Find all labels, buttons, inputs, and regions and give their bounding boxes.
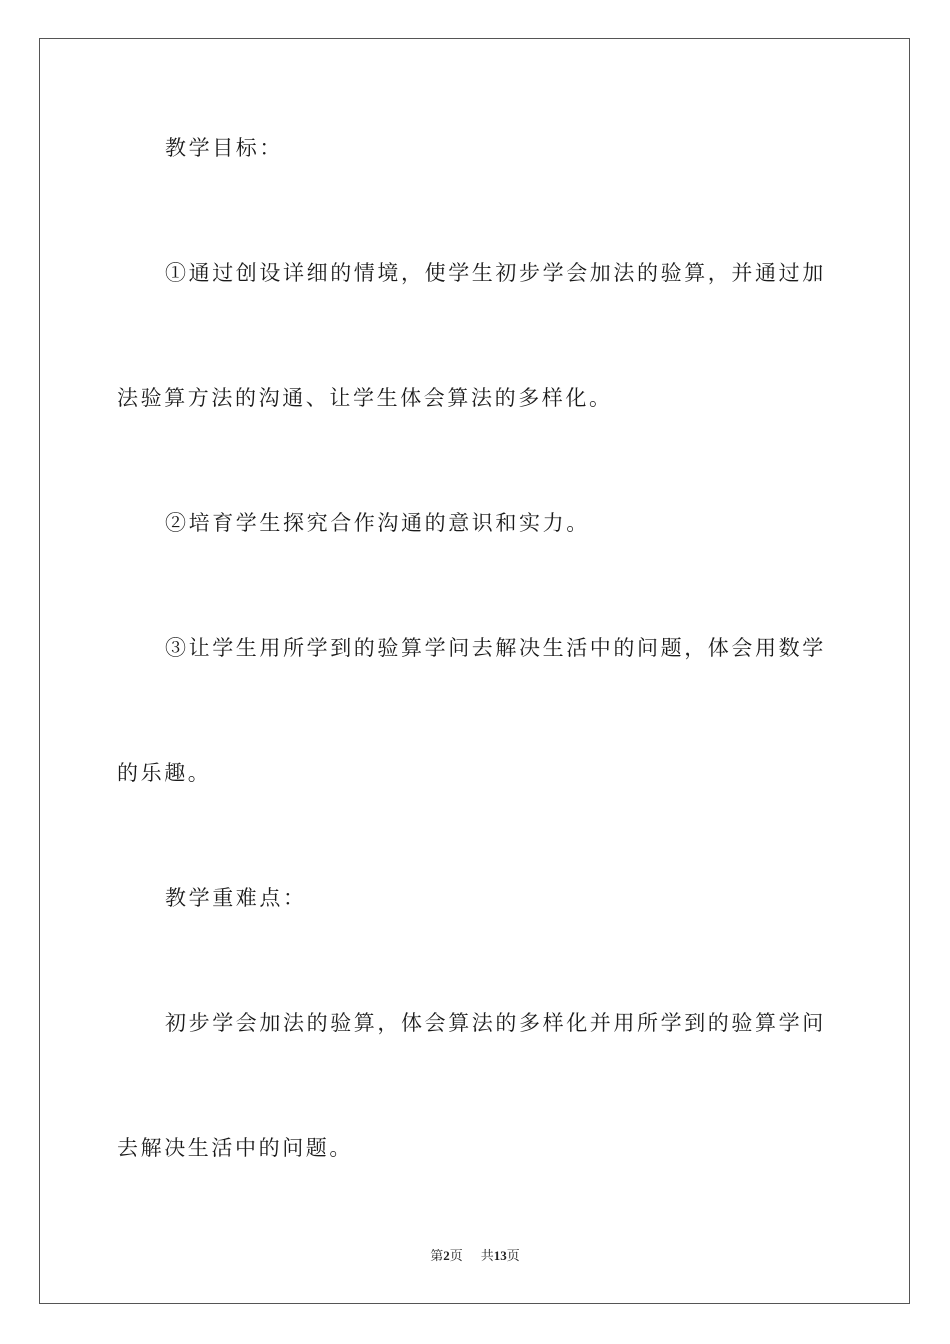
heading-key-difficulties: 教学重难点： <box>165 886 307 910</box>
page-prefix: 第 <box>430 1248 444 1263</box>
total-suffix: 页 <box>506 1248 520 1263</box>
heading-teaching-goals: 教学目标： <box>165 136 283 160</box>
page-footer <box>0 1247 950 1265</box>
page-total: 13 <box>493 1248 507 1263</box>
page-current: 2 <box>443 1248 450 1263</box>
paragraph-line: 去解决生活中的问题。 <box>117 1136 353 1160</box>
paragraph-line: 法验算方法的沟通、让学生体会算法的多样化。 <box>117 386 613 410</box>
page-suffix: 页 <box>449 1248 463 1263</box>
page-border <box>39 38 910 1304</box>
paragraph-line: 初步学会加法的验算，体会算法的多样化并用所学到的验算学问 <box>165 1011 826 1035</box>
paragraph-line: 的乐趣。 <box>117 761 212 785</box>
paragraph-line: ①通过创设详细的情境，使学生初步学会加法的验算，并通过加 <box>165 261 826 285</box>
total-prefix: 共 <box>480 1248 494 1263</box>
paragraph-line: ③让学生用所学到的验算学问去解决生活中的问题，体会用数学 <box>165 636 826 660</box>
paragraph-line: ②培育学生探究合作沟通的意识和实力。 <box>165 511 590 535</box>
